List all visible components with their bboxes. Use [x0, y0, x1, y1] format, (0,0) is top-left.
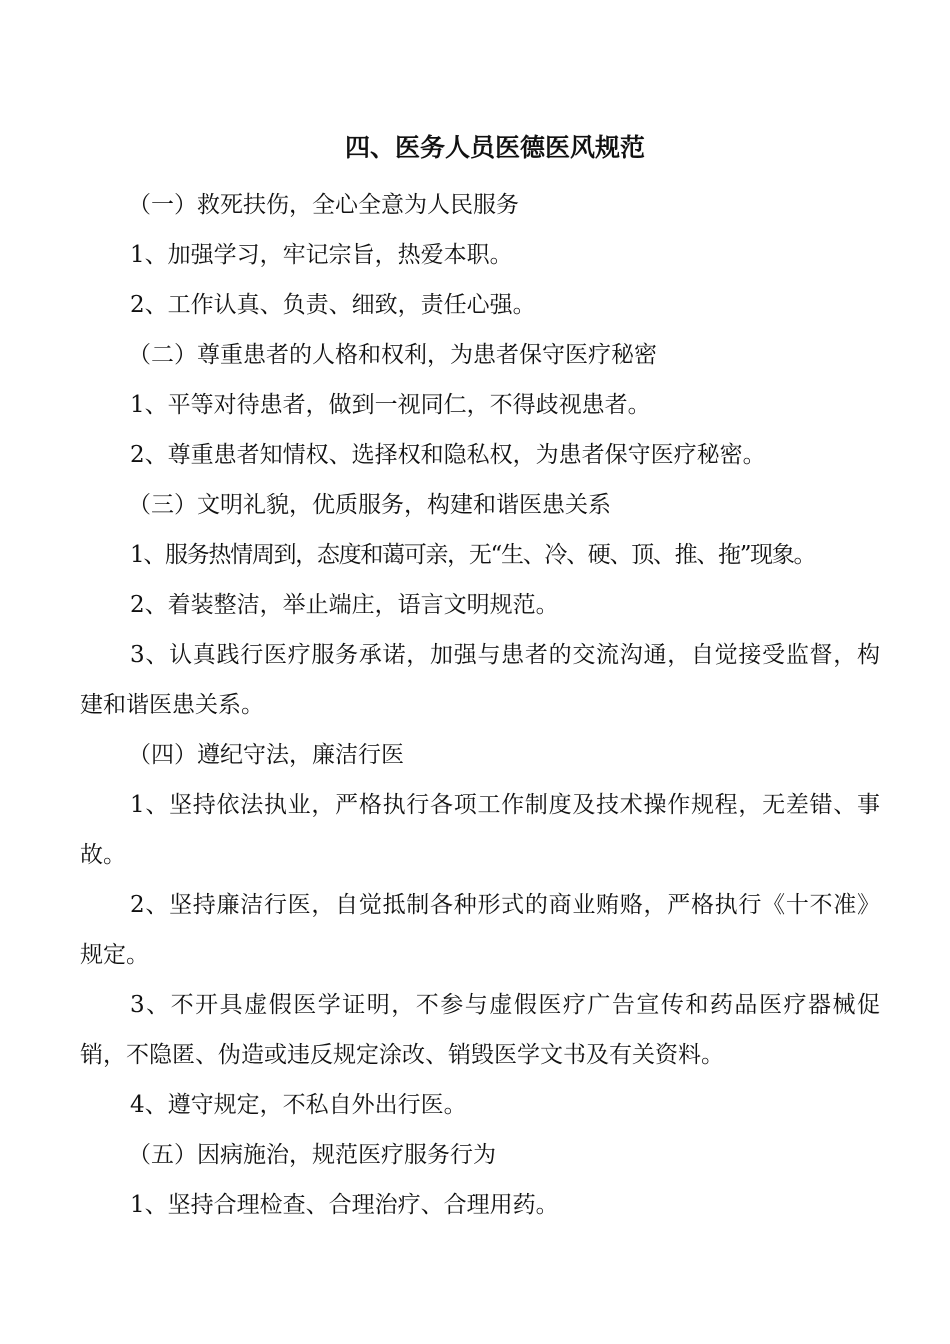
- document-body: [80, 180, 880, 1230]
- list-item: 2、尊重患者知情权、选择权和隐私权，为患者保守医疗秘密。: [130, 442, 766, 468]
- section-heading-3: （三）文明礼貌，优质服务，构建和谐医患关系: [128, 492, 611, 518]
- list-item: 2、着装整洁，举止端庄，语言文明规范。: [130, 592, 559, 618]
- list-item: 1、平等对待患者，做到一视同仁，不得歧视患者。: [130, 392, 651, 418]
- list-item: 4、遵守规定，不私自外出行医。: [130, 1092, 467, 1118]
- list-item: 3、认真践行医疗服务承诺，加强与患者的交流沟通，自觉接受监督，构建和谐医患关系。: [80, 642, 880, 718]
- list-item: 3、不开具虚假医学证明，不参与虚假医疗广告宣传和药品医疗器械促销，不隐匿、伪造或违反规定涂改、销毁医学文书及有关资料。: [80, 992, 880, 1068]
- list-item: 1、加强学习，牢记宗旨，热爱本职。: [130, 242, 513, 268]
- document-title: 四、医务人员医德医风规范: [344, 133, 645, 162]
- section-heading-5: （五）因病施治，规范医疗服务行为: [128, 1142, 496, 1168]
- list-item: 2、坚持廉洁行医，自觉抵制各种形式的商业贿赂，严格执行《十不准》规定。: [80, 892, 880, 968]
- list-item: 1、坚持合理检查、合理治疗、合理用药。: [130, 1192, 559, 1218]
- section-heading-2: （二）尊重患者的人格和权利，为患者保守医疗秘密: [128, 342, 657, 368]
- list-item: 2、工作认真、负责、细致，责任心强。: [130, 292, 536, 318]
- list-item: 1、服务热情周到，态度和蔼可亲，无“生、冷、硬、顶、推、拖”现象。: [130, 542, 816, 568]
- section-heading-1: （一）救死扶伤，全心全意为人民服务: [128, 192, 519, 218]
- section-heading-4: （四）遵纪守法，廉洁行医: [128, 742, 404, 768]
- list-item: 1、坚持依法执业，严格执行各项工作制度及技术操作规程，无差错、事故。: [80, 792, 880, 868]
